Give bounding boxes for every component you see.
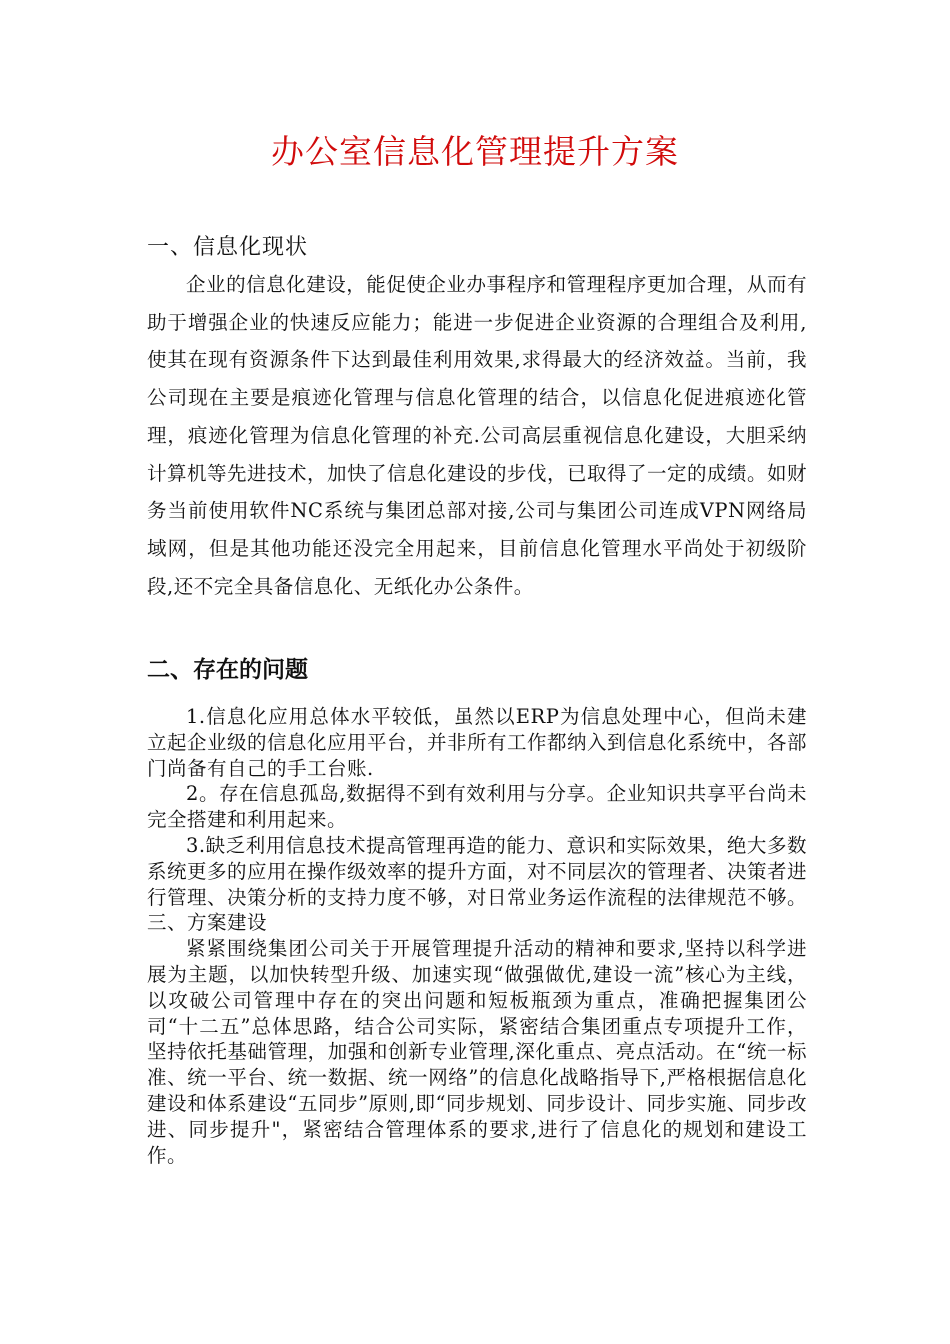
document-title: 办公室信息化管理提升方案 — [271, 132, 679, 171]
problem-item-3: 3.缺乏利用信息技术提高管理再造的能力、意识和实际效果，绝大多数系统更多的应用在操作级效率的提升方面，对不同层次的管理者、决策者进行管理、决策分析的支持力度不够，对日常业务运作流程的法律规范不够。 — [147, 833, 808, 909]
section-body-plan: 紧紧围绕集团公司关于开展管理提升活动的精神和要求,坚持以科学进展为主题，以加快转型升级、加速实现“做强做优,建设一流”核心为主线，以攻破公司管理中存在的突出问题和短板瓶颈为重点，准确把握集团公司“十二五”总体思路，结合公司实际，紧密结合集团重点专项提升工作，坚持依托基础管理，加强和创新专业管理,深化重点、亮点活动。在“统一标准、统一平台、统一数据、统一网络”的信息化战略指导下,严格根据信息化建设和体系建设“五同步”原则,即“同步规划、同步设计、同步实施、同步改进、同步提升"，紧密结合管理体系的要求,进行了信息化的规划和建设工作。 — [147, 937, 807, 1167]
section-body-current-status: 企业的信息化建设，能促使企业办事程序和管理程序更加合理，从而有助于增强企业的快速反应能力；能进一步促进企业资源的合理组合及利用,使其在现有资源条件下达到最佳利用效果,求得最大的经济效益。当前，我公司现在主要是痕迹化管理与信息化管理的结合，以信息化促进痕迹化管理，痕迹化管理为信息化管理的补充.公司高层重视信息化建设，大胆采纳计算机等先进技术，加快了信息化建设的步伐，已取得了一定的成绩。如财务当前使用软件NC系统与集团总部对接,公司与集团公司连成VPN网络局域网，但是其他功能还没完全用起来，目前信息化管理水平尚处于初级阶段,还不完全具备信息化、无纸化办公条件。 — [147, 273, 808, 598]
section-heading-current-status: 一、信息化现状 — [147, 235, 309, 260]
problem-item-1: 1.信息化应用总体水平较低，虽然以ERP为信息处理中心，但尚未建立起企业级的信息化应用平台，并非所有工作都纳入到信息化系统中，各部门尚备有自己的手工台账. — [147, 705, 808, 780]
problem-item-2: 2。存在信息孤岛,数据得不到有效利用与分享。企业知识共享平台尚未完全搭建和利用起来。 — [147, 782, 807, 832]
problems-and-plan-block — [147, 704, 807, 1168]
section-heading-plan: 三、方案建设 — [147, 911, 268, 935]
section-heading-problems: 二、存在的问题 — [147, 657, 308, 683]
